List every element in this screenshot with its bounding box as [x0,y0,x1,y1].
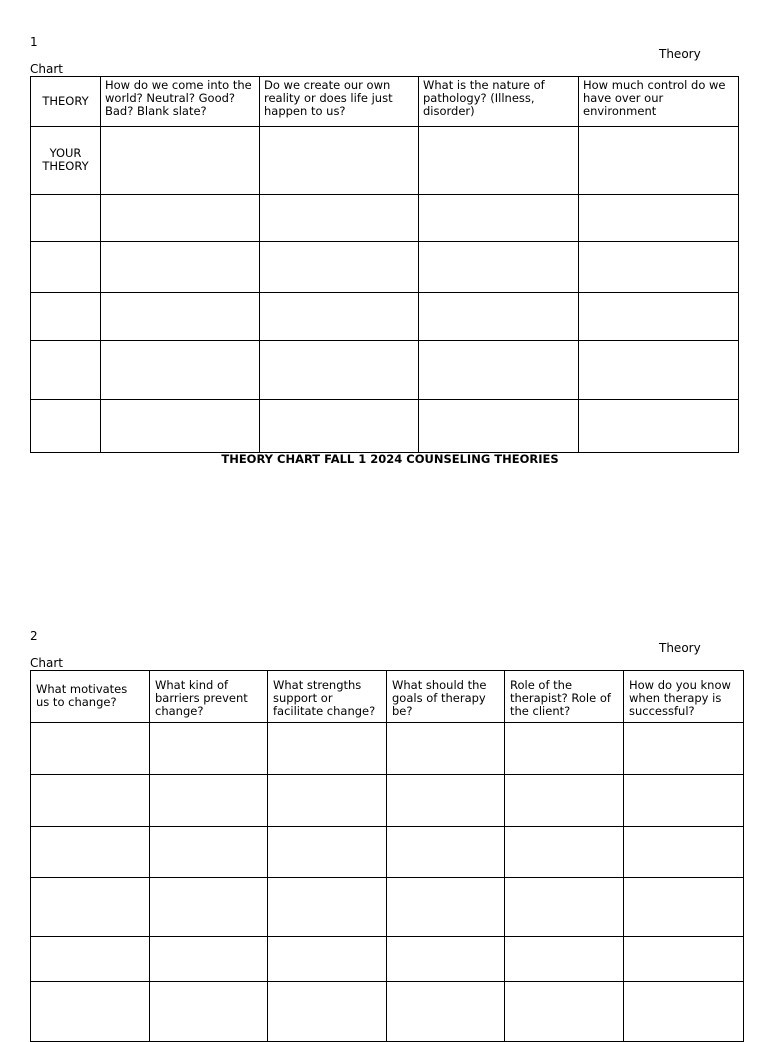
table-cell[interactable] [419,242,579,293]
table-cell[interactable] [387,827,505,878]
table-cell[interactable] [101,195,260,242]
table-cell[interactable] [268,775,387,827]
table-cell[interactable] [624,878,744,937]
table-row [31,937,744,982]
table-cell[interactable] [505,723,624,775]
column-header: How do you know when therapy is successful? [624,671,744,723]
table-cell[interactable] [624,775,744,827]
table-cell[interactable] [101,127,260,195]
table-row [31,878,744,937]
theory-chart-table-1 [30,76,739,453]
table-cell[interactable] [260,400,419,453]
column-header: What should the goals of therapy be? [387,671,505,723]
column-header: What kind of barriers prevent change? [150,671,268,723]
table-cell[interactable] [268,937,387,982]
theory-chart-table-2 [30,670,744,1042]
table-cell[interactable] [624,723,744,775]
table-cell[interactable] [260,341,419,400]
table-cell[interactable] [31,723,150,775]
table-row [31,723,744,775]
table-header-row [31,671,744,723]
table-cell[interactable] [387,775,505,827]
table-row [31,400,739,453]
table-cell[interactable] [31,775,150,827]
table-cell[interactable] [579,242,739,293]
column-header: Role of the therapist? Role of the client? [505,671,624,723]
table-cell[interactable] [150,937,268,982]
table-cell[interactable] [260,127,419,195]
table-cell[interactable] [419,293,579,341]
table-cell[interactable] [387,937,505,982]
table-row [31,127,739,195]
table-row [31,242,739,293]
table-cell[interactable] [505,775,624,827]
table-cell[interactable] [150,827,268,878]
table-cell[interactable] [624,827,744,878]
table-cell[interactable] [31,341,101,400]
table-cell[interactable] [31,937,150,982]
table-cell[interactable] [505,937,624,982]
column-header: How do we come into the world? Neutral? Good? Bad? Blank slate? [101,77,260,127]
table-cell[interactable] [387,982,505,1042]
column-header: What strengths support or facilitate change? [268,671,387,723]
table-cell[interactable] [101,341,260,400]
table-cell[interactable] [150,982,268,1042]
table-row [31,827,744,878]
table-row [31,195,739,242]
table-cell[interactable] [505,878,624,937]
table-cell[interactable] [419,341,579,400]
table-cell[interactable] [387,878,505,937]
table-cell[interactable] [260,195,419,242]
table-row [31,775,744,827]
table-row [31,982,744,1042]
table-cell[interactable] [579,195,739,242]
table-cell[interactable] [150,878,268,937]
table-cell[interactable] [505,827,624,878]
row-header-theory: THEORY [31,77,101,127]
table-cell[interactable] [579,400,739,453]
column-header: What is the nature of pathology? (Illness, disorder) [419,77,579,127]
table-cell[interactable] [268,723,387,775]
table-cell[interactable] [31,827,150,878]
table-cell[interactable] [419,127,579,195]
column-header: What motivates us to change? [31,671,150,723]
document-title: THEORY CHART FALL 1 2024 COUNSELING THEORIES [221,452,559,466]
table-cell[interactable] [101,293,260,341]
table-cell[interactable] [387,723,505,775]
table-row [31,341,739,400]
table-cell[interactable] [31,195,101,242]
table-cell[interactable] [31,293,101,341]
page-number: 1 [30,35,38,49]
table-cell[interactable] [268,878,387,937]
table-cell[interactable] [31,878,150,937]
page-number: 2 [30,629,38,643]
table-cell[interactable] [579,293,739,341]
chart-label: Chart [30,62,63,76]
theory-label: Theory [659,641,701,655]
chart-label: Chart [30,656,63,670]
column-header: How much control do we have over our environment [579,77,739,127]
column-header: Do we create our own reality or does life just happen to us? [260,77,419,127]
table-cell[interactable] [505,982,624,1042]
table-cell[interactable] [150,775,268,827]
table-cell[interactable] [419,400,579,453]
table-cell[interactable] [579,341,739,400]
table-cell[interactable] [260,242,419,293]
table-cell[interactable] [268,827,387,878]
table-row [31,293,739,341]
table-cell[interactable] [31,400,101,453]
table-cell[interactable] [101,242,260,293]
table-cell[interactable] [31,242,101,293]
table-header-row [31,77,739,127]
table-cell[interactable] [101,400,260,453]
table-cell[interactable] [260,293,419,341]
table-cell[interactable] [150,723,268,775]
row-label-your-theory: YOUR THEORY [31,127,101,195]
table-cell[interactable] [624,982,744,1042]
table-cell[interactable] [268,982,387,1042]
table-cell[interactable] [579,127,739,195]
theory-label: Theory [659,47,701,61]
table-cell[interactable] [419,195,579,242]
table-cell[interactable] [31,982,150,1042]
table-cell[interactable] [624,937,744,982]
